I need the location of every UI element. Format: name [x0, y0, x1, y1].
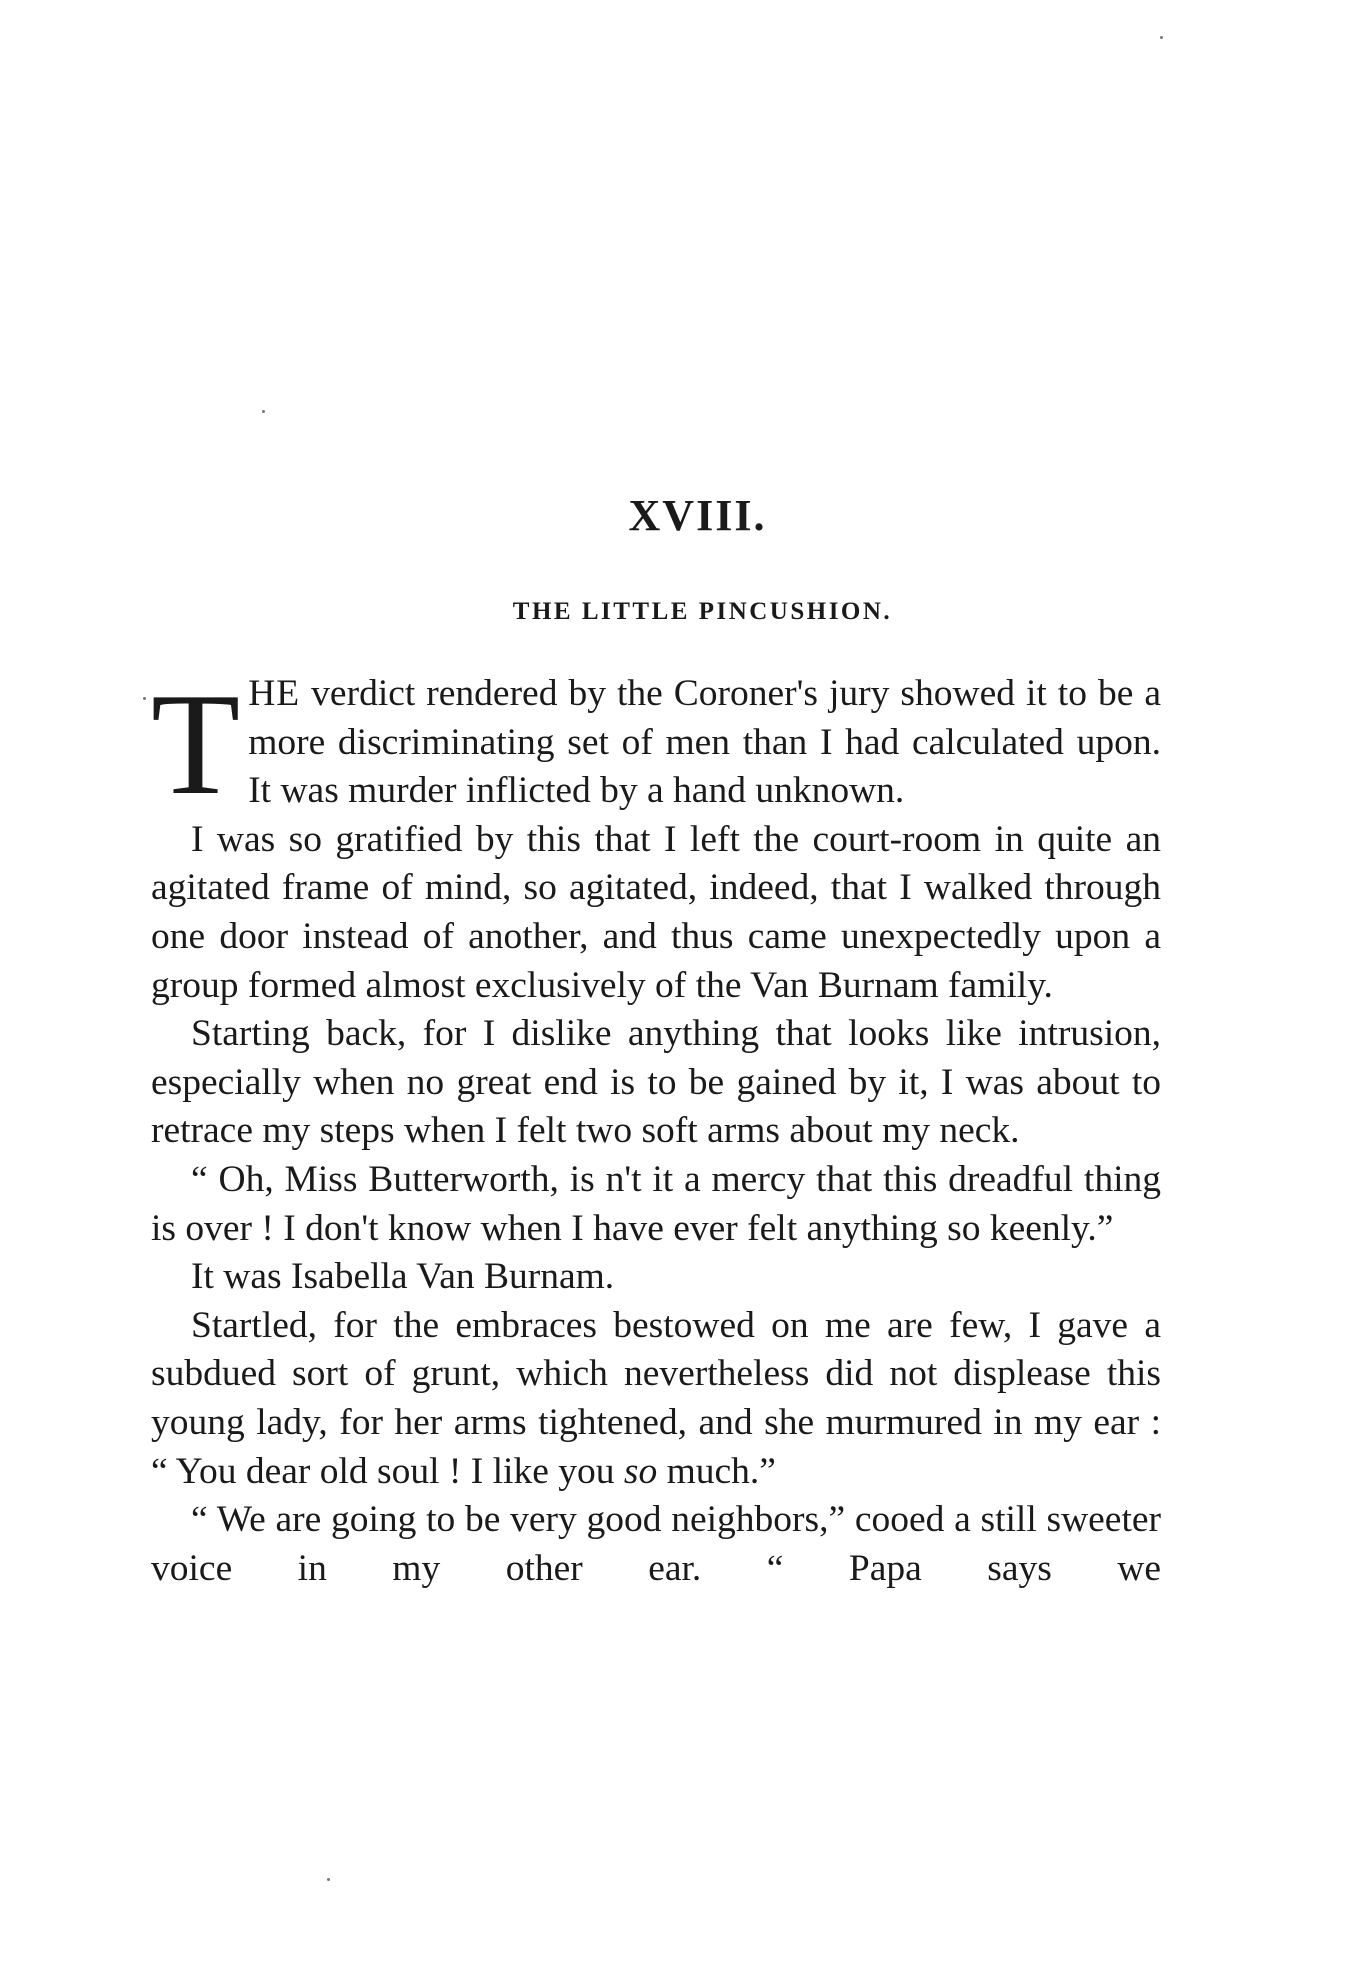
paper-speck	[143, 697, 146, 700]
opening-text: verdict rendered by the Coroner's jury showed it to be a more discriminating set of men than I had calculated upon. It was murder inflicted by a hand unknown.	[248, 673, 1161, 812]
startled-text-before: Startled, for the embraces bestowed on me are few, I gave a subdued sort of grunt, which nevertheless did not displease this young lady, for her arms tightened, and she murmured in my ear : “ You dear old soul ! I like you	[151, 1304, 1161, 1492]
paragraph: Starting back, for I dislike anything that looks like intrusion, especially when no great end is to be gained by it, I was about to retrace my steps when I felt two soft arms about my neck.	[151, 1013, 1161, 1152]
paragraph: “ We are going to be very good neighbors,” cooed a still sweeter voice in my other ear. “ Papa says we	[151, 1499, 1161, 1589]
chapter-body	[151, 663, 1161, 1593]
emphasis-word: so	[623, 1450, 658, 1492]
opening-word-rest: HE	[248, 673, 301, 714]
drop-cap: T	[151, 663, 241, 825]
paper-speck	[1160, 36, 1163, 39]
paragraph: It was Isabella Van Burnam.	[191, 1256, 615, 1298]
paragraph-startled	[151, 1302, 1161, 1496]
startled-text-after: much.”	[657, 1450, 776, 1492]
paper-speck	[327, 1878, 330, 1881]
paragraph: “ Oh, Miss Butterworth, is n't it a mercy that this dreadful thing is over ! I don't know when I have ever felt anything so keenly.”	[151, 1158, 1161, 1249]
paper-speck	[262, 410, 265, 413]
chapter-title: THE LITTLE PINCUSHION.	[512, 598, 893, 625]
chapter-number: XVIII.	[628, 491, 767, 540]
opening-paragraph	[151, 663, 1161, 825]
paragraph: I was so gratified by this that I left the court-room in quite an agitated frame of mind, so agitated, indeed, that I walked through one door instead of another, and thus came unexpectedly upon a group formed almost exclusively of the Van Burnam family.	[151, 818, 1161, 1006]
